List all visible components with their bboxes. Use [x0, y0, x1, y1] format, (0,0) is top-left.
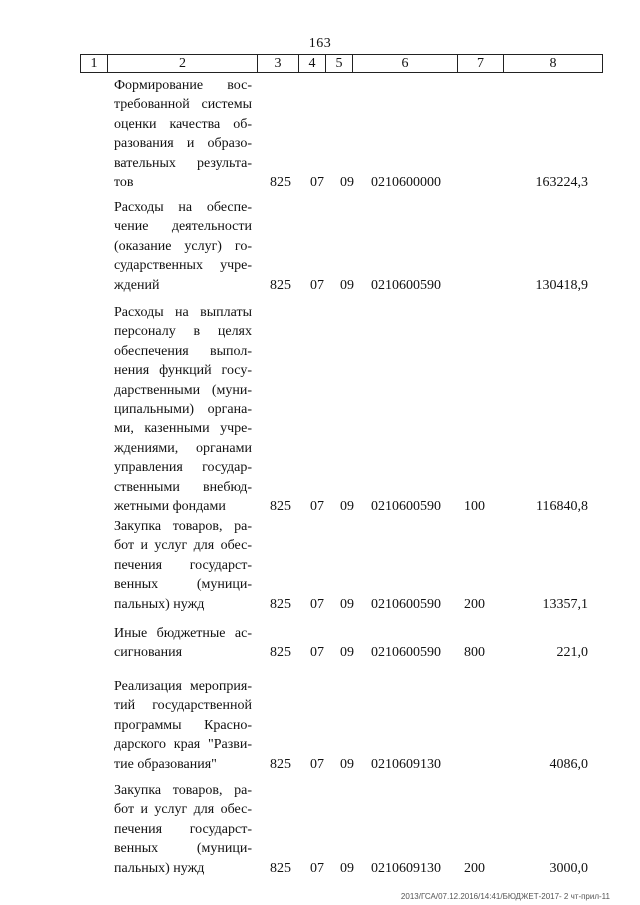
description-line: требованной системы	[114, 97, 252, 113]
row-description	[114, 517, 252, 614]
admin-code: 825	[270, 596, 291, 612]
amount: 3000,0	[549, 860, 588, 876]
description-line: сударственных учре-	[114, 258, 252, 274]
subsection-code: 09	[340, 175, 354, 190]
header-cell-8: 8	[504, 55, 603, 73]
description-line: ми, казенными учре-	[114, 421, 252, 437]
description-line: пальных) нужд	[114, 860, 205, 876]
row-description	[114, 624, 252, 663]
description-line: Закупка товаров, ра-	[114, 783, 252, 798]
section-code: 07	[310, 277, 324, 293]
target-article-code: 0210600590	[371, 277, 441, 293]
expense-type-code: 200	[464, 596, 485, 612]
expense-type-code: 200	[464, 860, 485, 876]
description-line: нения функций госу-	[114, 363, 252, 379]
description-line: Реализация мероприя-	[114, 679, 252, 694]
subsection-code: 09	[340, 596, 354, 612]
description-line: тий государственной	[114, 698, 252, 714]
header-cell-2: 2	[108, 55, 258, 73]
amount: 130418,9	[535, 277, 588, 293]
subsection-code: 09	[340, 277, 354, 293]
page-number: 163	[308, 36, 332, 51]
section-code: 07	[310, 499, 324, 514]
description-line: Расходы на выплаты	[114, 305, 252, 320]
admin-code: 825	[270, 499, 291, 514]
amount: 13357,1	[542, 596, 588, 612]
description-line: дарского края "Разви-	[114, 737, 252, 753]
description-line: ципальными) органа-	[114, 402, 252, 418]
description-line: тие образования"	[114, 756, 217, 772]
admin-code: 825	[270, 175, 291, 190]
section-code: 07	[310, 175, 324, 190]
section-code: 07	[310, 756, 324, 772]
row-description	[114, 303, 252, 516]
row-description	[114, 677, 252, 774]
admin-code: 825	[270, 645, 291, 661]
description-line: венных (муници-	[114, 841, 252, 857]
header-cell-5: 5	[326, 55, 353, 73]
header-cell-4: 4	[299, 55, 326, 73]
header-cell-6: 6	[353, 55, 458, 73]
target-article-code: 0210609130	[371, 756, 441, 772]
subsection-code: 09	[340, 756, 354, 772]
expense-type-code: 800	[464, 645, 485, 661]
target-article-code: 0210600000	[371, 175, 441, 190]
section-code: 07	[310, 596, 324, 612]
description-line: программы Красно-	[114, 717, 252, 733]
header-cell-7: 7	[458, 55, 504, 73]
subsection-code: 09	[340, 645, 354, 661]
section-code: 07	[310, 645, 324, 661]
description-line: бот и услуг для обес-	[114, 802, 252, 818]
description-line: оценки качества об-	[114, 116, 252, 132]
description-line: пальных) нужд	[114, 596, 205, 612]
target-article-code: 0210600590	[371, 596, 441, 612]
target-article-code: 0210600590	[371, 499, 441, 514]
description-line: печения государст-	[114, 821, 252, 837]
row-description	[114, 76, 252, 192]
section-code: 07	[310, 860, 324, 876]
description-line: персоналу в целях	[114, 324, 252, 340]
description-line: сигнования	[114, 645, 183, 661]
admin-code: 825	[270, 860, 291, 876]
header-cell-3: 3	[258, 55, 299, 73]
description-line: разования и образо-	[114, 136, 252, 152]
row-description	[114, 198, 252, 295]
admin-code: 825	[270, 756, 291, 772]
amount: 163224,3	[535, 175, 588, 190]
description-line: (оказание услуг) го-	[114, 238, 252, 254]
description-line: обеспечения выпол-	[114, 343, 252, 359]
description-line: Формирование вос-	[114, 78, 252, 93]
amount: 116840,8	[536, 499, 588, 514]
description-line: бот и услуг для обес-	[114, 538, 252, 554]
description-line: ственными внебюд-	[114, 479, 252, 495]
description-line: управления государ-	[114, 460, 252, 476]
subsection-code: 09	[340, 860, 354, 876]
description-line: чение деятельности	[114, 219, 252, 235]
document-footer: 2013/ГСА/07.12.2016/14:41/БЮДЖЕТ-2017- 2 чт-прил-11	[400, 892, 610, 901]
amount: 221,0	[556, 645, 588, 661]
target-article-code: 0210609130	[371, 860, 441, 876]
description-line: жетными фондами	[114, 499, 226, 515]
description-line: вательных результа-	[114, 155, 252, 171]
amount: 4086,0	[549, 756, 588, 772]
header-cell-1: 1	[81, 55, 108, 73]
description-line: Закупка товаров, ра-	[114, 519, 252, 534]
description-line: печения государст-	[114, 557, 252, 573]
description-line: венных (муници-	[114, 577, 252, 593]
description-line: ждениями, органами	[114, 440, 252, 456]
description-line: дарственными (муни-	[114, 382, 252, 398]
description-line: Расходы на обеспе-	[114, 200, 252, 215]
description-line: ждений	[114, 277, 160, 293]
description-line: тов	[114, 175, 134, 191]
subsection-code: 09	[340, 499, 354, 514]
admin-code: 825	[270, 277, 291, 293]
target-article-code: 0210600590	[371, 645, 441, 661]
description-line: Иные бюджетные ас-	[114, 626, 252, 641]
row-description	[114, 781, 252, 878]
expense-type-code: 100	[464, 499, 485, 514]
